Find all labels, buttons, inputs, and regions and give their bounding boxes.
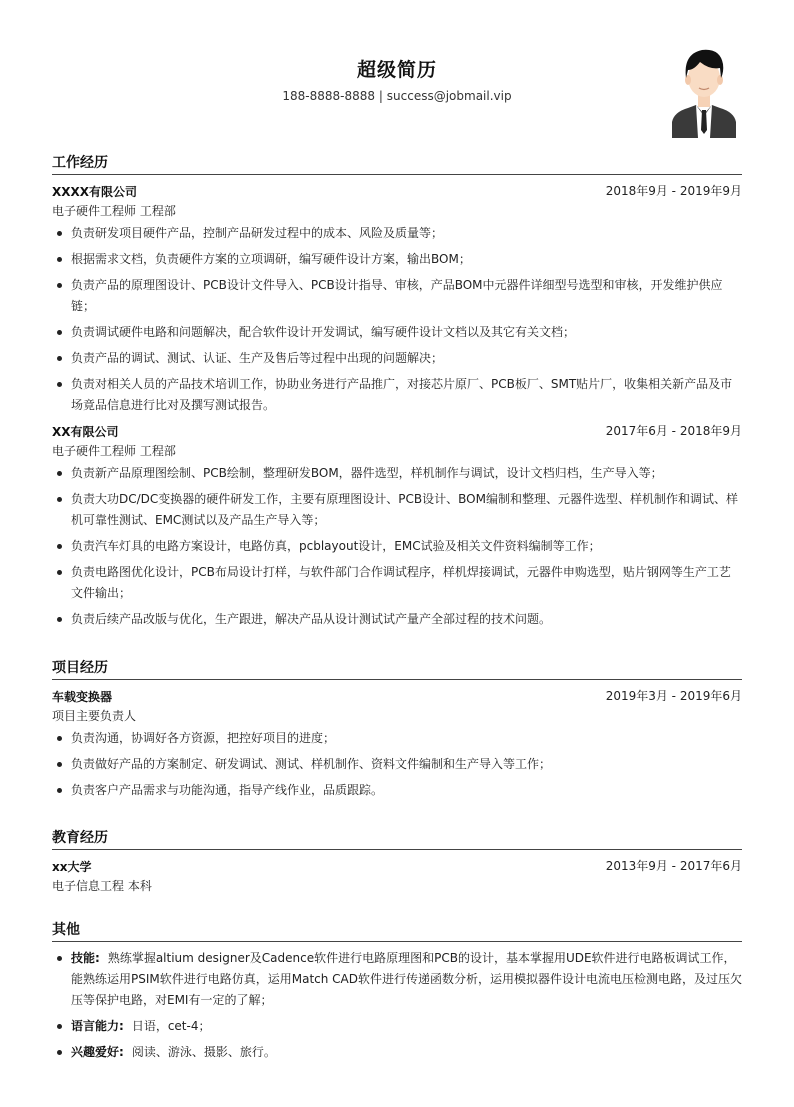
work-bullet: 负责电路图优化设计，PCB布局设计打样，与软件部门合作调试程序，样机焊接调试，元器件申购选型，贴片钢网等生产工艺文件输出； (52, 562, 742, 604)
education-entry-header (52, 856, 742, 876)
work-section (52, 152, 742, 635)
work-date: 2017年6月 - 2018年9月 (605, 424, 742, 438)
skills-label: 技能: (71, 951, 100, 965)
skills-text: 熟练掌握altium designer及Cadence软件进行电路原理图和PCB的设计，基本掌握用UDE软件进行电路板调试工作，能熟练运用PSIM软件进行电路仿真，运用Match CAD软件进行传递函数分析，运用模拟器件设计电流电压检测电路，及过压欠压等保护电路，对EMI有一定的了解； (71, 951, 743, 1007)
company-name: XXXX有限公司 (52, 185, 138, 199)
project-date: 2019年3月 - 2019年6月 (605, 689, 742, 703)
project-role: 项目主要负责人 (52, 709, 137, 723)
other-section-title: 其他 (52, 919, 742, 942)
project-bullet: 负责客户产品需求与功能沟通，指导产线作业，品质跟踪。 (52, 780, 742, 801)
work-bullets (52, 463, 742, 630)
hobbies-item (52, 1042, 742, 1063)
project-name: 车载变换器 (52, 690, 113, 704)
work-bullet: 负责产品的原理图设计、PCB设计文件导入、PCB设计指导、审核，产品BOM中元器件详细型号选型和审核，开发维护供应链； (52, 275, 742, 317)
language-label: 语言能力: (71, 1019, 124, 1033)
project-entry-header (52, 686, 742, 706)
work-section-title: 工作经历 (52, 152, 742, 175)
person-avatar-icon (670, 44, 738, 138)
work-date: 2018年9月 - 2019年9月 (605, 184, 742, 198)
education-section-title: 教育经历 (52, 827, 742, 850)
degree: 电子信息工程 本科 (52, 879, 152, 893)
work-bullet: 负责汽车灯具的电路方案设计，电路仿真，pcblayout设计，EMC试验及相关文件资料编制等工作； (52, 536, 742, 557)
school-name: xx大学 (52, 860, 92, 874)
job-role: 电子硬件工程师 工程部 (52, 444, 176, 458)
language-text: 日语，cet-4； (131, 1019, 211, 1033)
work-bullet: 负责新产品原理图绘制、PCB绘制，整理研发BOM，器件选型，样机制作与调试，设计文档归档，生产导入等； (52, 463, 742, 484)
phone-number: 188-8888-8888 (282, 89, 376, 103)
work-bullet: 负责对相关人员的产品技术培训工作，协助业务进行产品推广，对接芯片原厂、PCB板厂、SMT贴片厂，收集相关新产品及市场竟品信息进行比对及撰写测试报告。 (52, 374, 742, 416)
work-bullet: 负责产品的调试、测试、认证、生产及售后等过程中出现的问题解决； (52, 348, 742, 369)
company-name: XX有限公司 (52, 425, 119, 439)
other-section (52, 919, 742, 1068)
work-entry (52, 181, 742, 416)
other-list (52, 948, 742, 1063)
projects-section-title: 项目经历 (52, 657, 742, 680)
resume-name: 超级简历 (356, 59, 437, 81)
project-bullets (52, 728, 742, 801)
education-entry (52, 856, 742, 896)
work-bullet: 负责大功DC/DC变换器的硬件研发工作，主要有原理图设计、PCB设计、BOM编制和整理、元器件选型、样机制作和调试、样机可靠性测试、EMC测试以及产品生产导入等； (52, 489, 742, 531)
skills-item (52, 948, 742, 1011)
work-bullet: 负责调试硬件电路和问题解决，配合软件设计开发调试，编写硬件设计文档以及其它有关文档； (52, 322, 742, 343)
projects-section (52, 657, 742, 806)
work-bullet: 负责后续产品改版与优化，生产跟进，解决产品从设计测试试产量产全部过程的技术问题。 (52, 609, 742, 630)
hobbies-label: 兴趣爱好: (71, 1045, 124, 1059)
contact-line (52, 89, 742, 103)
language-item (52, 1016, 742, 1037)
education-section (52, 827, 742, 896)
work-entry-header (52, 181, 742, 201)
work-bullet: 负责研发项目硬件产品，控制产品研发过程中的成本、风险及质量等； (52, 223, 742, 244)
work-entry (52, 421, 742, 630)
email-address: success@jobmail.vip (386, 89, 512, 103)
project-bullet: 负责沟通，协调好各方资源，把控好项目的进度； (52, 728, 742, 749)
work-bullets (52, 223, 742, 416)
education-date: 2013年9月 - 2017年6月 (605, 859, 742, 873)
work-bullet: 根据需求文档，负责硬件方案的立项调研，编写硬件设计方案，输出BOM； (52, 249, 742, 270)
job-role: 电子硬件工程师 工程部 (52, 204, 176, 218)
project-bullet: 负责做好产品的方案制定、研发调试、测试、样机制作、资料文件编制和生产导入等工作； (52, 754, 742, 775)
work-entry-header (52, 421, 742, 441)
contact-separator: | (378, 89, 383, 103)
project-entry (52, 686, 742, 801)
hobbies-text: 阅读、游泳、摄影、旅行。 (131, 1045, 276, 1059)
